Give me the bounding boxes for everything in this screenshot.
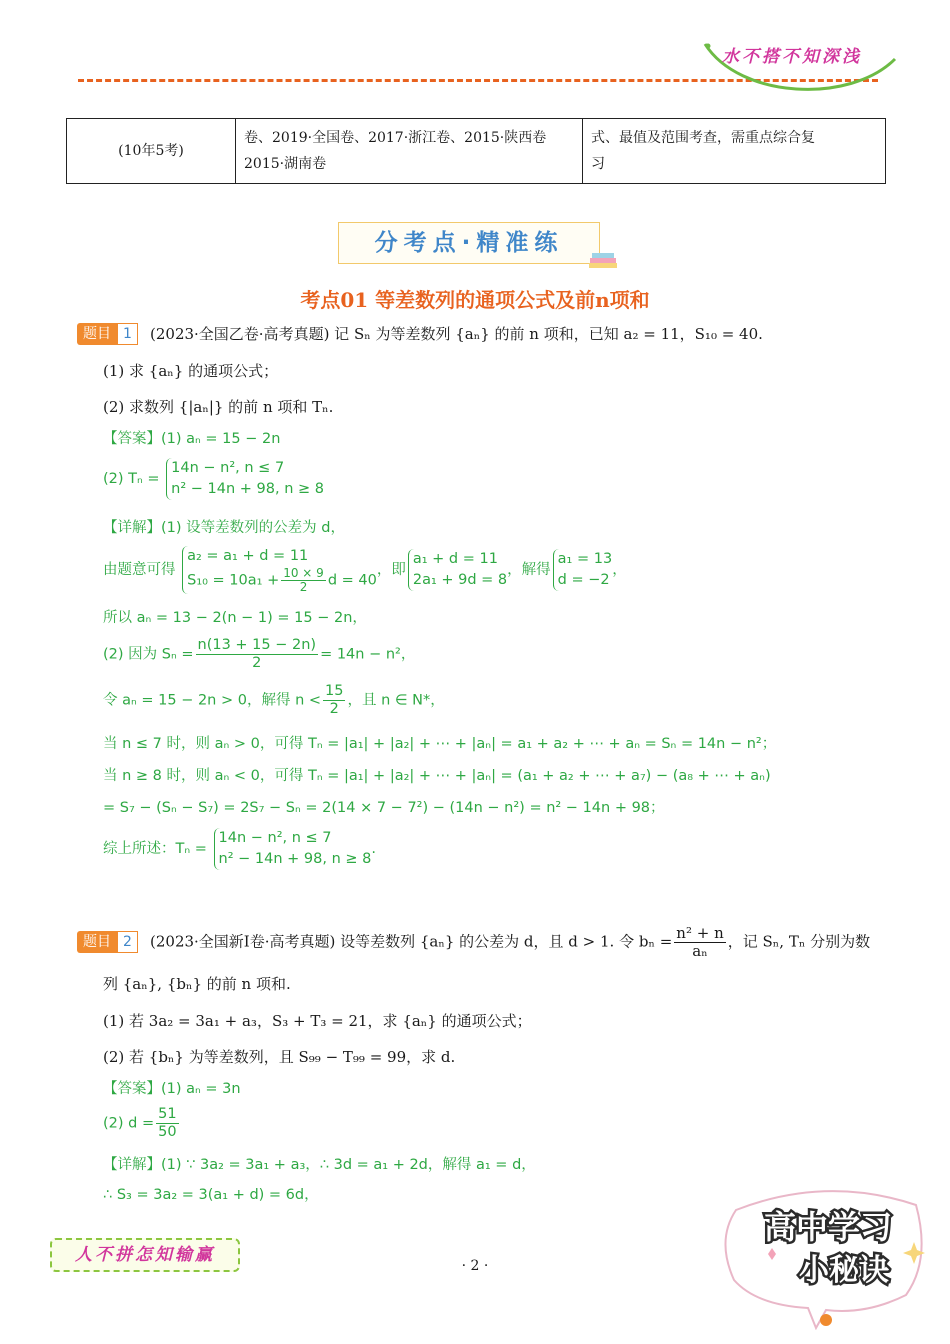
q2-stem-cont: 列 {aₙ}, {bₙ} 的前 n 项和.: [103, 975, 291, 993]
exam-stats-table: [66, 118, 886, 184]
table-row: [67, 119, 886, 184]
q1-detail2: 由题意可得 a₂ = a₁ + d = 11 S₁₀ = 10a₁ + $\frac{10 \times 9}{2}$ d = 40 ，即 a₁ + d = 11 2a₁ + 9d = 8 ，解得 a₁ = 13 d = −2 ，: [103, 548, 627, 594]
question-tag-2: [77, 931, 138, 953]
piecewise-brace: 14n − n², n ≤ 7 n² − 14n + 98, n ≥ 8: [166, 458, 324, 500]
question-number: 2: [117, 931, 138, 953]
topic-title: 考点01 等差数列的通项公式及前n项和: [300, 288, 650, 312]
q1-detail4: (2) 因为 Sₙ = $\frac{n(13 + 15 - 2n)}{2}$ = 14n − n²，: [103, 637, 416, 671]
q2-answer2: (2) d = $\frac{51}{50}$: [103, 1106, 177, 1140]
system-brace: a₂ = a₁ + d = 11 S₁₀ = 10a₁ + $\frac{10 \times 9}{2}$ d = 40: [182, 546, 377, 594]
table-cell-frequency: (10年5考): [67, 119, 236, 184]
q2-detail2: ∴ S₃ = 3a₂ = 3(a₁ + d) = 6d，: [103, 1187, 319, 1203]
header-motto: 水不搭不知深浅: [722, 47, 862, 67]
footer-motto: 人不拼怎知输赢: [50, 1238, 240, 1272]
badge-line1: 高中学习: [763, 1208, 893, 1246]
q2-part2: (2) 若 {bₙ} 为等差数列，且 S₉₉ − T₉₉ = 99，求 d.: [103, 1048, 456, 1066]
q1-detail6: 当 n ≤ 7 时，则 aₙ > 0，可得 Tₙ = |a₁| + |a₂| + ⋯ + |aₙ| = a₁ + a₂ + ⋯ + aₙ = Sₙ = 14n − n²；: [103, 736, 777, 752]
q1-part2: (2) 求数列 {|aₙ|} 的前 n 项和 Tₙ.: [103, 398, 334, 416]
q1-detail7: 当 n ≥ 8 时，则 aₙ < 0，可得 Tₙ = |a₁| + |a₂| + ⋯ + |aₙ| = (a₁ + a₂ + ⋯ + a₇) − (a₈ + ⋯ + aₙ): [103, 768, 771, 784]
q1-answer2: (2) Tₙ = 14n − n², n ≤ 7 n² − 14n + 98, n ≥ 8: [103, 458, 324, 500]
question-number: 1: [117, 323, 138, 345]
q1-detail5: 令 aₙ = 15 − 2n > 0，解得 n < $\frac{15}{2}$ ，且 n ∈ N*，: [103, 683, 445, 717]
q2-stem: (2023·全国新Ⅰ卷·高考真题) 设等差数列 {aₙ} 的公差为 d，且 d > 1. 令 bₙ = $\frac{\text{n² + n}}{\text{aₙ}}$ ，记 Sₙ, Tₙ 分别为数: [150, 924, 871, 960]
q1-detail1: 【详解】(1) 设等差数列的公差为 d，: [103, 520, 345, 536]
q2-answer1: 【答案】(1) aₙ = 3n: [103, 1081, 241, 1097]
study-tips-badge: [716, 1180, 936, 1330]
section-banner: 分考点·精准练: [338, 222, 600, 264]
table-cell-advice: 式、最值及范围考查，需重点综合复 习: [583, 119, 886, 184]
question-tag-label: 题目: [77, 323, 117, 345]
q1-detail8: = S₇ − (Sₙ − S₇) = 2S₇ − Sₙ = 2(14 × 7 − 7²) − (14n − n²) = n² − 14n + 98；: [103, 800, 665, 816]
q1-part1: (1) 求 {aₙ} 的通项公式；: [103, 362, 279, 380]
q1-stem: (2023·全国乙卷·高考真题) 记 Sₙ 为等差数列 {aₙ} 的前 n 项和，已知 a₂ = 11，S₁₀ = 40.: [150, 325, 763, 343]
q2-part1: (1) 若 3a₂ = 3a₁ + a₃，S₃ + T₃ = 21，求 {aₙ} 的通项公式；: [103, 1012, 532, 1030]
q1-detail9: 综上所述：Tₙ = 14n − n², n ≤ 7 n² − 14n + 98, n ≥ 8 .: [103, 828, 376, 870]
question-tag-label: 题目: [77, 931, 117, 953]
star-dot-icon: [820, 1314, 832, 1326]
q1-detail3: 所以 aₙ = 13 − 2(n − 1) = 15 − 2n，: [103, 610, 367, 626]
badge-line2: 小秘诀: [799, 1253, 889, 1288]
question-tag-1: [77, 323, 138, 345]
q2-detail1: 【详解】(1) ∵ 3a₂ = 3a₁ + a₃，∴ 3d = a₁ + 2d，解得 a₁ = d，: [103, 1157, 536, 1173]
table-cell-sources: 卷、2019·全国卷、2017·浙江卷、2015·陕西卷 2015·湖南卷: [236, 119, 583, 184]
q1-answer1: 【答案】(1) aₙ = 15 − 2n: [103, 431, 281, 447]
books-icon: [588, 244, 618, 270]
page-number: · 2 ·: [461, 1258, 489, 1274]
